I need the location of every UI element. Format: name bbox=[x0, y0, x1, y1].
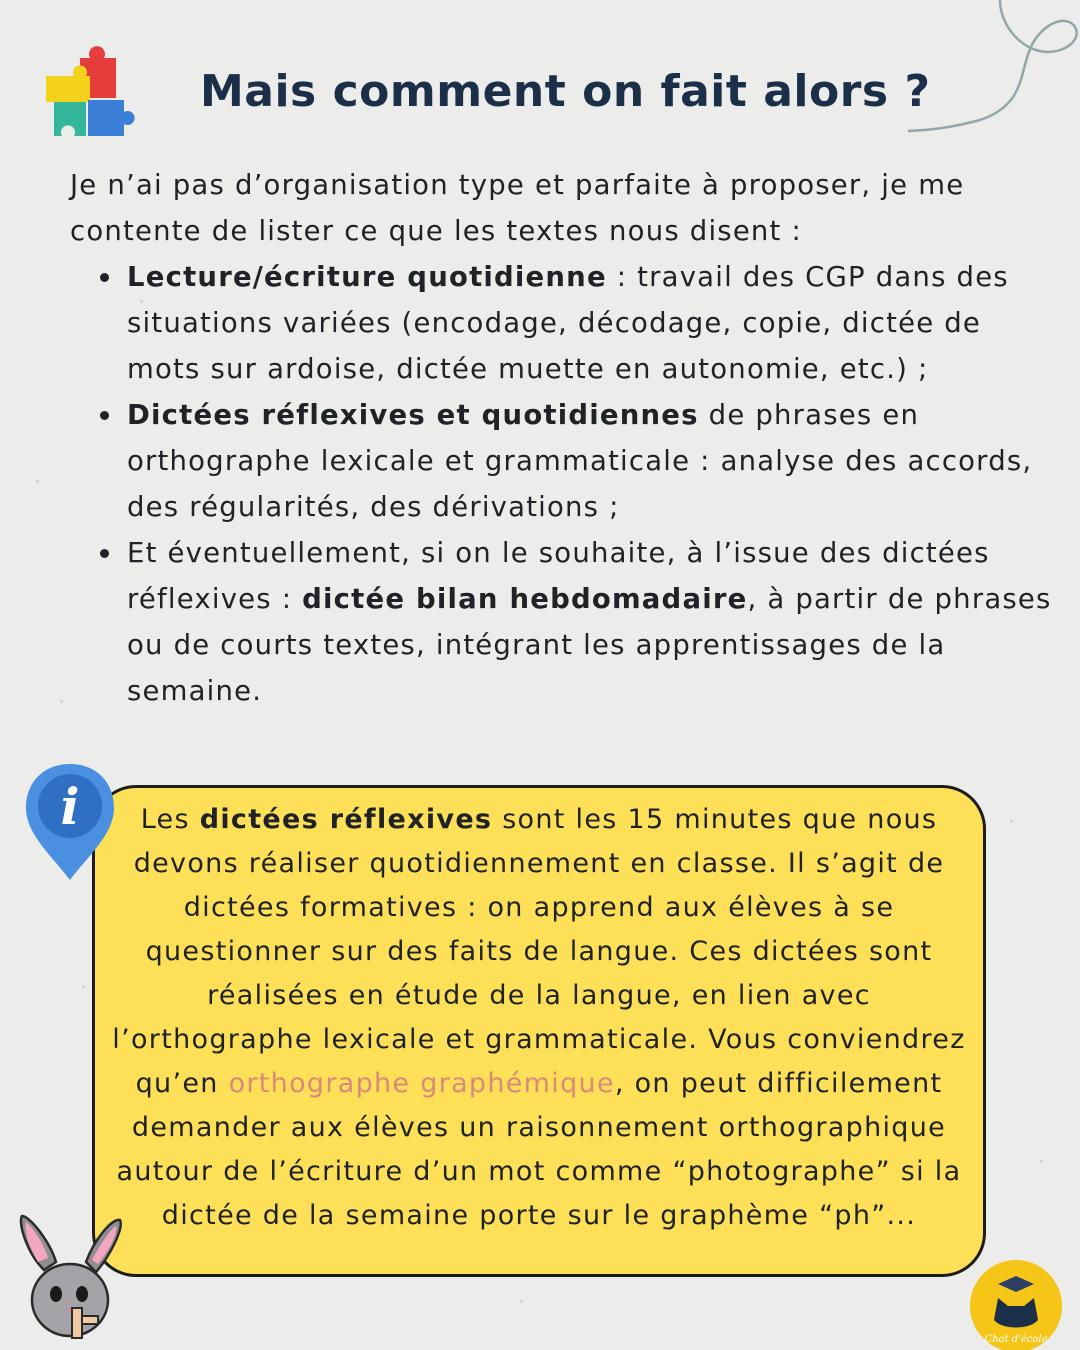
bullet-list bbox=[70, 254, 1057, 714]
bullet-text: , à partir de phrases ou de courts textes, intégrant les apprentissages de la semaine. bbox=[127, 583, 1052, 707]
texture-speckle bbox=[82, 985, 85, 988]
list-item bbox=[127, 392, 1057, 530]
bullet-text: de phrases en orthographe lexicale et grammaticale : analyse des accords, des régularités, des dérivations ; bbox=[127, 399, 1033, 523]
bullet-bold-text: dictée bilan hebdomadaire bbox=[302, 583, 748, 615]
info-pin-icon bbox=[22, 760, 118, 884]
bullet-text: : travail des CGP dans des situations variées (encodage, décodage, copie, dictée de mots sur ardoise, dictée muette en autonomie, etc.) ; bbox=[127, 261, 1009, 385]
info-text-part: , on peut difficilement demander aux élèves un raisonnement orthographique autour de l’écriture d’un mot comme “photographe” si la dictée de la semaine porte sur le graphème “ph”... bbox=[116, 1068, 962, 1231]
intro-paragraph: Je n’ai pas d’organisation type et parfaite à proposer, je me contente de lister ce que les textes nous disent : bbox=[70, 169, 965, 247]
texture-speckle bbox=[520, 1300, 523, 1303]
page-title: Mais comment on fait alors ? bbox=[200, 66, 931, 117]
texture-speckle bbox=[36, 480, 39, 483]
info-link-text: orthographe graphémique bbox=[228, 1068, 615, 1099]
chat-decole-logo bbox=[968, 1258, 1064, 1350]
list-item bbox=[127, 254, 1057, 392]
texture-speckle bbox=[60, 700, 63, 703]
bullet-bold-text: Dictées réflexives et quotidiennes bbox=[127, 399, 699, 431]
puzzle-icon bbox=[40, 42, 140, 152]
list-item bbox=[127, 530, 1057, 714]
bullet-bold-text: Lecture/écriture quotidienne bbox=[127, 261, 607, 293]
texture-speckle bbox=[1010, 820, 1013, 823]
logo-text: Chat d'école bbox=[984, 1334, 1048, 1345]
info-text bbox=[107, 798, 971, 1238]
info-callout bbox=[92, 785, 986, 1277]
bunny-shush-icon bbox=[16, 1212, 126, 1348]
info-text-part: Les bbox=[140, 804, 200, 835]
info-text-part: sont les 15 minutes que nous devons réaliser quotidiennement en classe. Il s’agit de dictées formatives : on apprend aux élèves à se questionner sur des faits de langue. Ces dictées sont réalisées en étude de la langue, en lien avec l’orthographe lexicale et grammaticale. Vous conviendrez qu’en bbox=[112, 804, 966, 1099]
info-pin-letter: i bbox=[60, 777, 80, 836]
texture-speckle bbox=[1040, 1160, 1043, 1163]
bullet-text: Et éventuellement, si on le souhaite, à l’issue des dictées réflexives : bbox=[127, 537, 990, 615]
info-bold-text: dictées réflexives bbox=[199, 804, 493, 835]
